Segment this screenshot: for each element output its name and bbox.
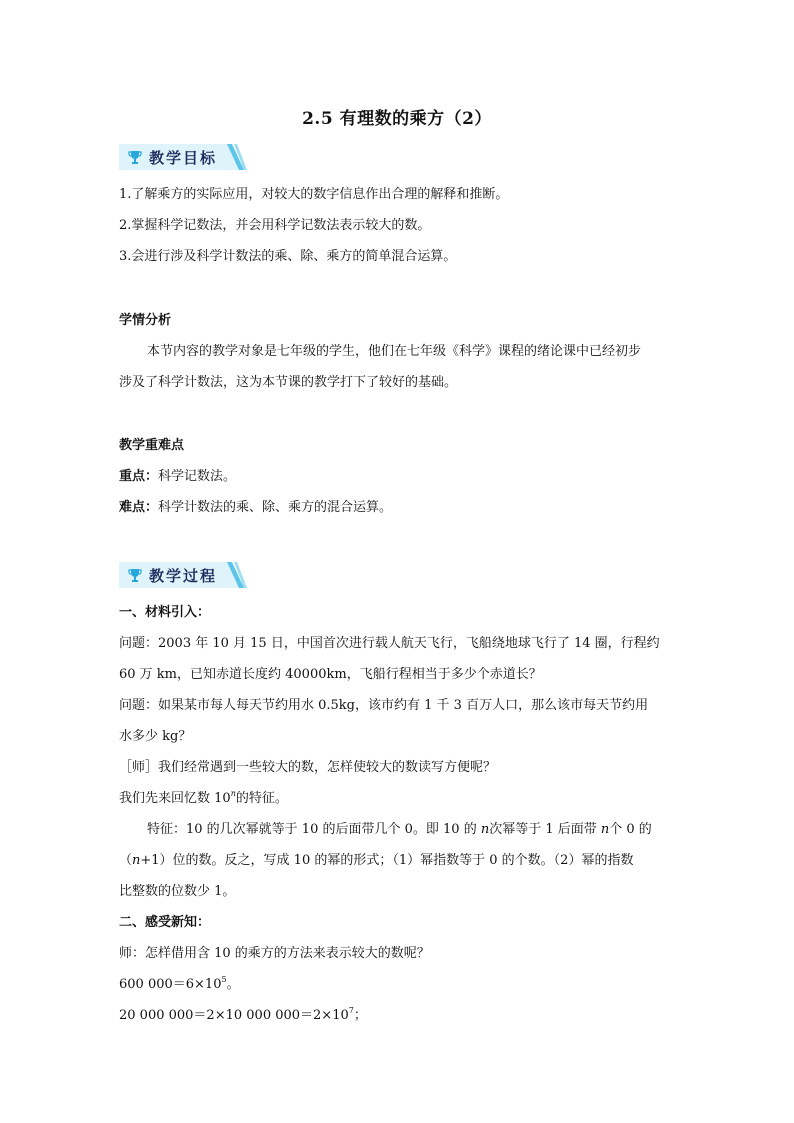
equation-part: 600 000＝6×10 <box>119 977 222 992</box>
feature-text-part: 次幂等于 1 后面带 <box>489 822 601 837</box>
feature-text-part: 个 0 的 <box>609 822 652 837</box>
equation <box>119 1006 679 1026</box>
goal-item: 3.会进行涉及科学计数法的乘、除、乘方的简单混合运算。 <box>119 249 457 264</box>
section-banner-goals <box>119 144 247 170</box>
key-point-label: 重点： <box>119 469 159 484</box>
equation-part: 20 000 000＝2×10 000 000＝2×10 <box>119 1008 349 1023</box>
equation-part: ； <box>353 1008 367 1023</box>
key-point <box>119 467 679 487</box>
difficulty-heading: 教学重难点 <box>119 438 185 453</box>
section-heading: 一、材料引入： <box>119 605 211 620</box>
analysis-heading: 学情分析 <box>119 313 172 328</box>
question-text: 问题：如果某市每人每天节约用水 0.5kg，该市约有 1 千 3 百万人口，那么该市每天节约用 <box>119 698 649 713</box>
page-title: 2.5 有理数的乘方（2） <box>302 109 492 129</box>
key-point-text: 科学记数法。 <box>158 469 237 484</box>
feature-text <box>119 851 679 871</box>
recall-text-part: 我们先来回忆数 10 <box>119 791 231 806</box>
banner-label: 教学过程 <box>149 567 218 585</box>
feature-text <box>147 820 707 840</box>
analysis-text: 本节内容的教学对象是七年级的学生，他们在七年级《科学》课程的绪论课中已经初步 <box>147 344 642 359</box>
teacher-remark: ［师］我们经常遇到一些较大的数，怎样使较大的数读写方便呢？ <box>119 760 497 775</box>
feature-text-part: 特征：10 的几次幂就等于 10 的后面带几个 0。即 10 的 <box>147 822 481 837</box>
question-text: 问题：2003 年 10 月 15 日，中国首次进行载人航天飞行，飞船绕地球飞行了 14 圈，行程约 <box>119 636 660 651</box>
variable-n: n <box>480 822 490 837</box>
exponent: 5 <box>221 975 227 984</box>
question-text: 水多少 kg？ <box>119 729 192 744</box>
feature-text-part: （ <box>119 853 133 868</box>
section-banner-process <box>119 562 247 588</box>
hard-point-label: 难点： <box>119 500 159 515</box>
feature-text-part: +1）位的数。反之，写成 10 的幂的形式；（1）幂指数等于 0 的个数。（2）幂的指数 <box>140 853 634 868</box>
feature-text: 比整数的位数少 1。 <box>119 884 236 899</box>
banner-label: 教学目标 <box>149 149 218 167</box>
recall-text-part: 的特征。 <box>235 791 288 806</box>
goal-item: 1.了解乘方的实际应用，对较大的数字信息作出合理的解释和推断。 <box>119 187 509 202</box>
equation-part: 。 <box>226 977 240 992</box>
question-text: 60 万 km，已知赤道长度约 40000km，飞船行程相当于多少个赤道长？ <box>119 667 542 682</box>
exponent: n <box>230 789 236 798</box>
trophy-icon <box>127 567 143 583</box>
variable-n: n <box>132 853 141 868</box>
recall-text <box>119 789 679 809</box>
section-heading: 二、感受新知： <box>119 915 211 930</box>
equation <box>119 975 679 995</box>
hard-point <box>119 498 679 518</box>
goal-item: 2.掌握科学记数法，并会用科学记数法表示较大的数。 <box>119 218 431 233</box>
trophy-icon <box>127 149 143 165</box>
exponent: 7 <box>348 1006 354 1015</box>
analysis-text: 涉及了科学计数法，这为本节课的教学打下了较好的基础。 <box>119 375 458 390</box>
teacher-remark: 师：怎样借用含 10 的乘方的方法来表示较大的数呢？ <box>119 946 430 961</box>
variable-n: n <box>600 822 610 837</box>
hard-point-text: 科学计数法的乘、除、乘方的混合运算。 <box>158 500 393 515</box>
